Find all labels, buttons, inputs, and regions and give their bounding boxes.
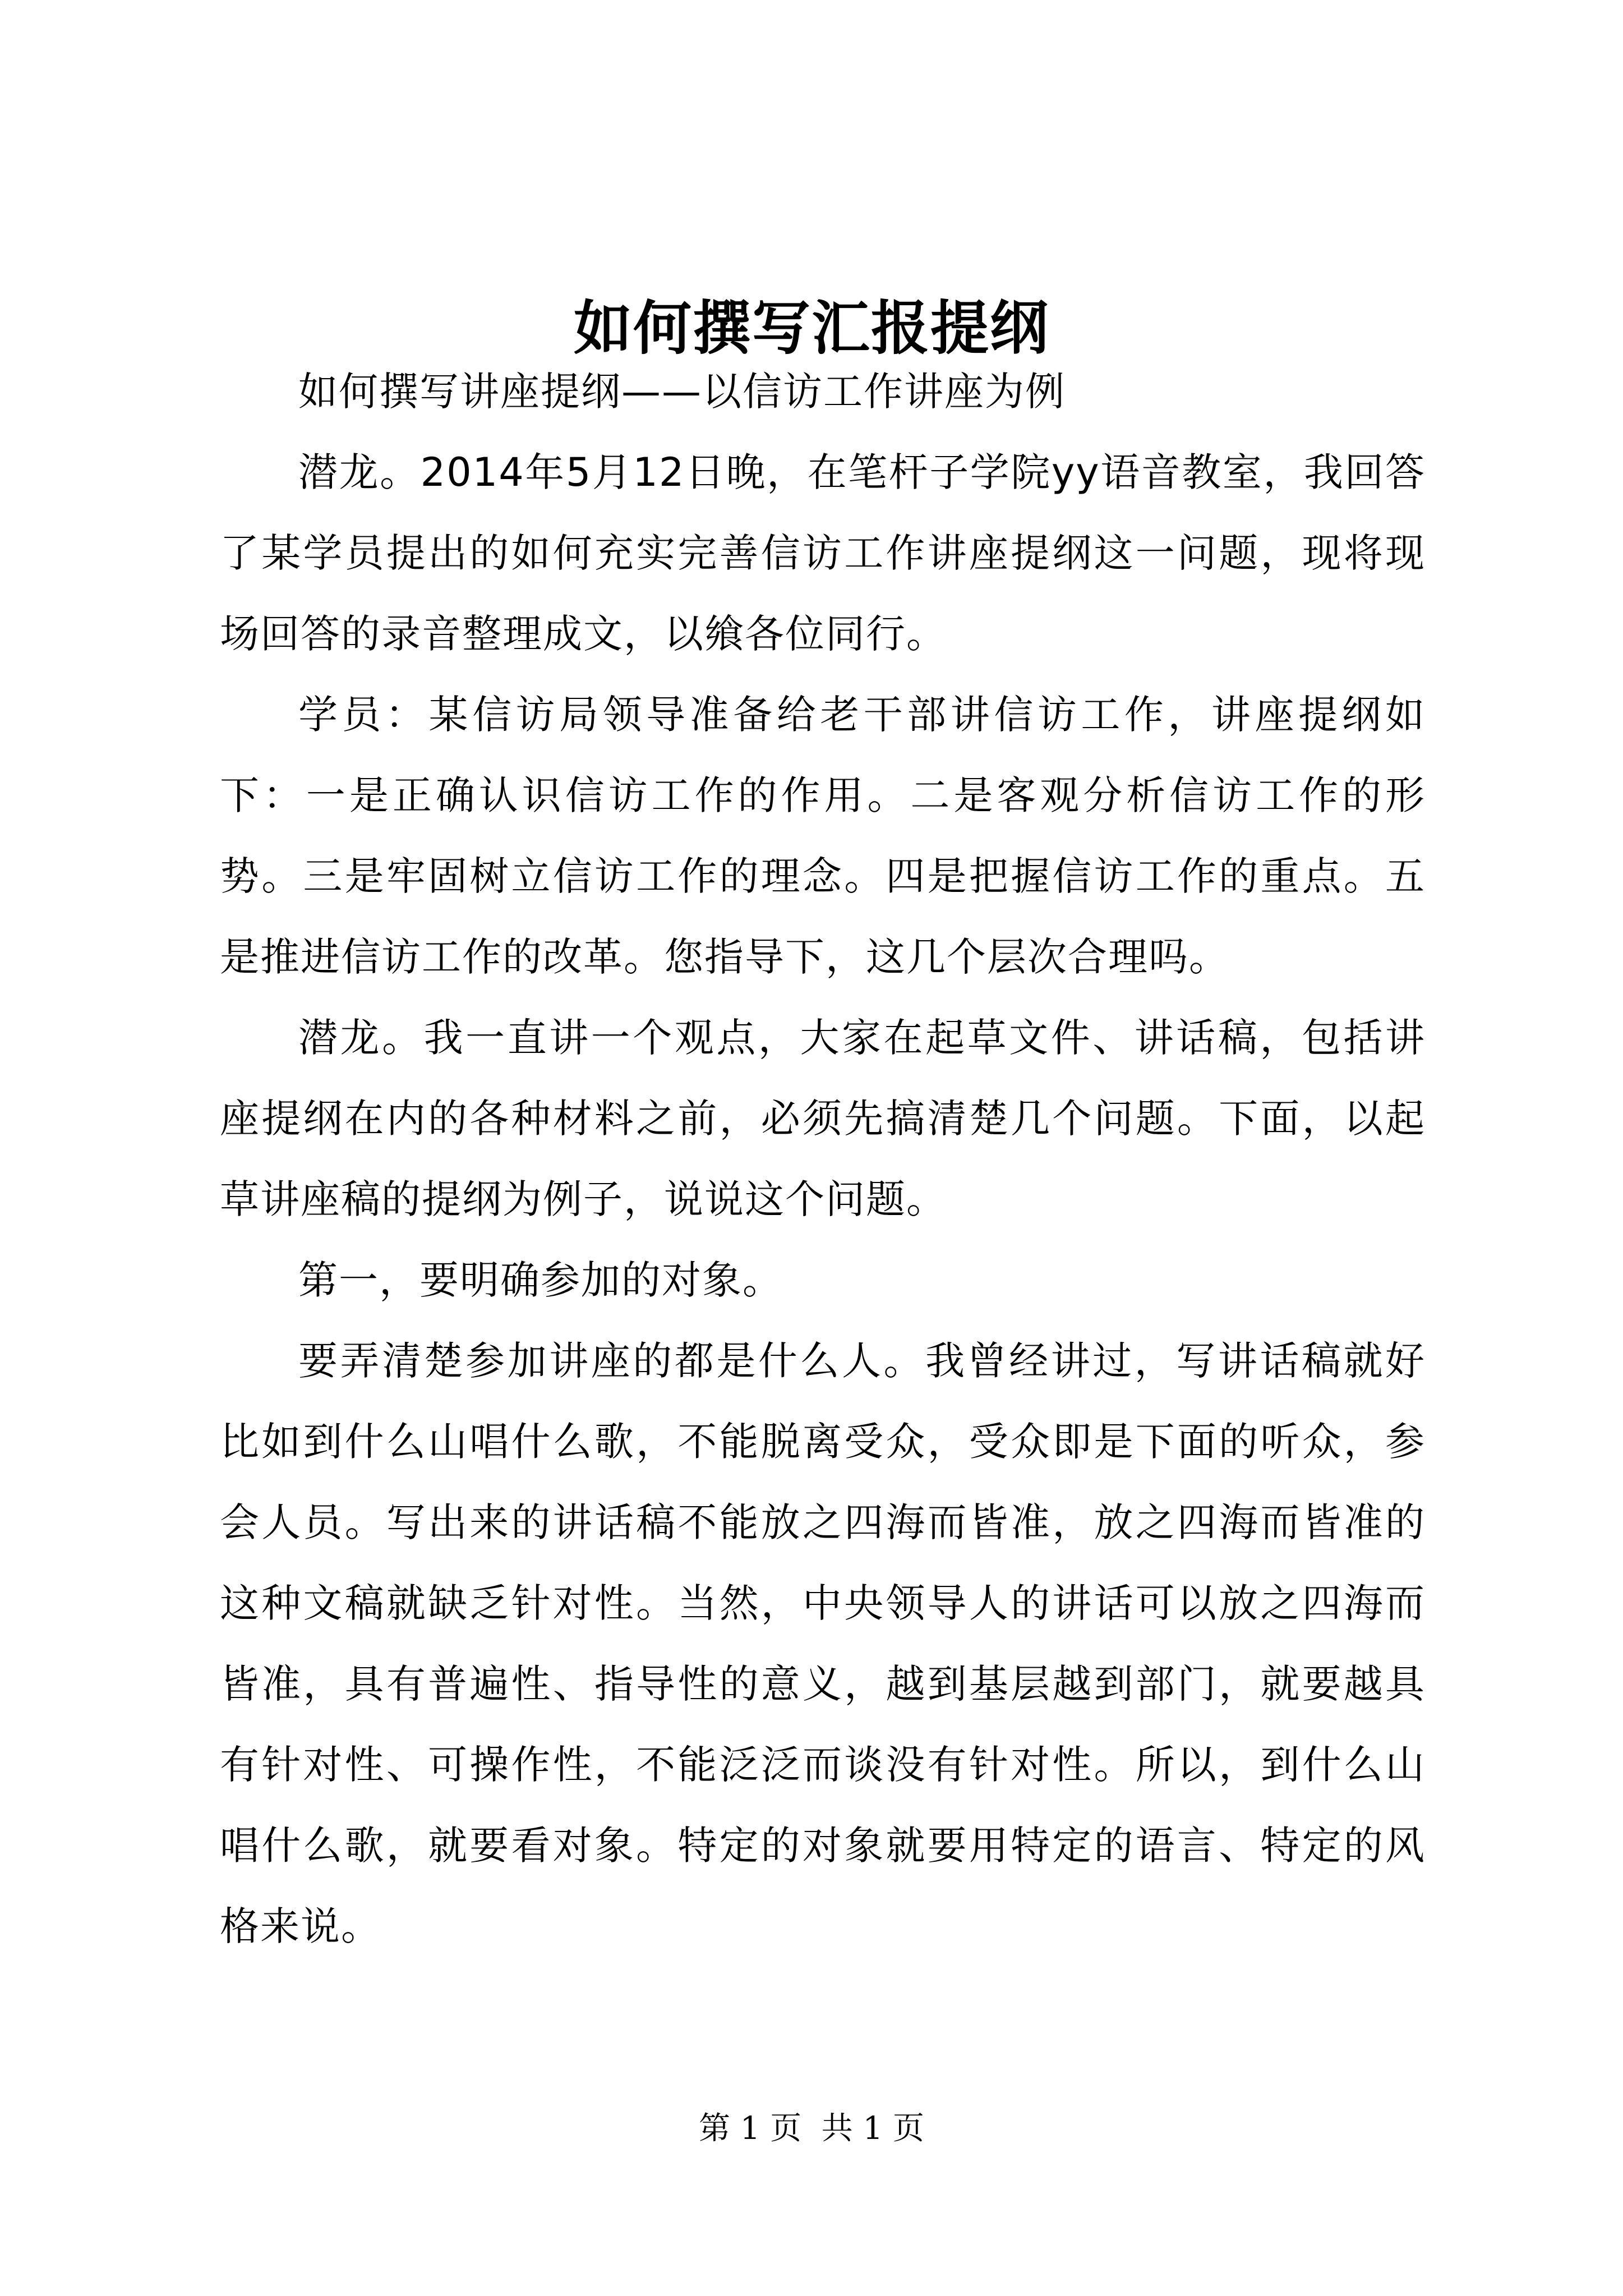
body-paragraph: 要弄清楚参加讲座的都是什么人。我曾经讲过，写讲话稿就好比如到什么山唱什么歌，不能脱离受众，受众即是下面的听众，参会人员。写出来的讲话稿不能放之四海而皆准，放之四海而皆准的这种文稿就缺乏针对性。当然，中央领导人的讲话可以放之四海而皆准，具有普遍性、指导性的意义，越到基层越到部门，就要越具有针对性、可操作性，不能泛泛而谈没有针对性。所以，到什么山唱什么歌，就要看对象。特定的对象就要用特定的语言、特定的风格来说。 <box>220 1338 1426 1949</box>
document-body <box>220 351 1426 1967</box>
page-footer <box>0 2109 1623 2148</box>
section-heading-paragraph: 第一，要明确参加的对象。 <box>298 1257 783 1303</box>
body-paragraph: 潜龙。2014年5月12日晚，在笔杆子学院yy语音教室，我回答了某学员提出的如何充实完善信访工作讲座提纲这一问题，现将现场回答的录音整理成文，以飨各位同行。 <box>220 449 1426 657</box>
subtitle-paragraph: 如何撰写讲座提纲——以信访工作讲座为例 <box>298 369 1066 415</box>
page-title: 如何撰写汇报提纲 <box>573 293 1049 362</box>
page-number-label: 第 1 页 共 1 页 <box>698 2110 925 2147</box>
body-paragraph: 学员：某信访局领导准备给老干部讲信访工作，讲座提纲如下：一是正确认识信访工作的作用。二是客观分析信访工作的形势。三是牢固树立信访工作的理念。四是把握信访工作的重点。五是推进信访工作的改革。您指导下，这几个层次合理吗。 <box>220 692 1426 980</box>
body-paragraph: 潜龙。我一直讲一个观点，大家在起草文件、讲话稿，包括讲座提纲在内的各种材料之前，必须先搞清楚几个问题。下面，以起草讲座稿的提纲为例子，说说这个问题。 <box>220 1015 1426 1222</box>
